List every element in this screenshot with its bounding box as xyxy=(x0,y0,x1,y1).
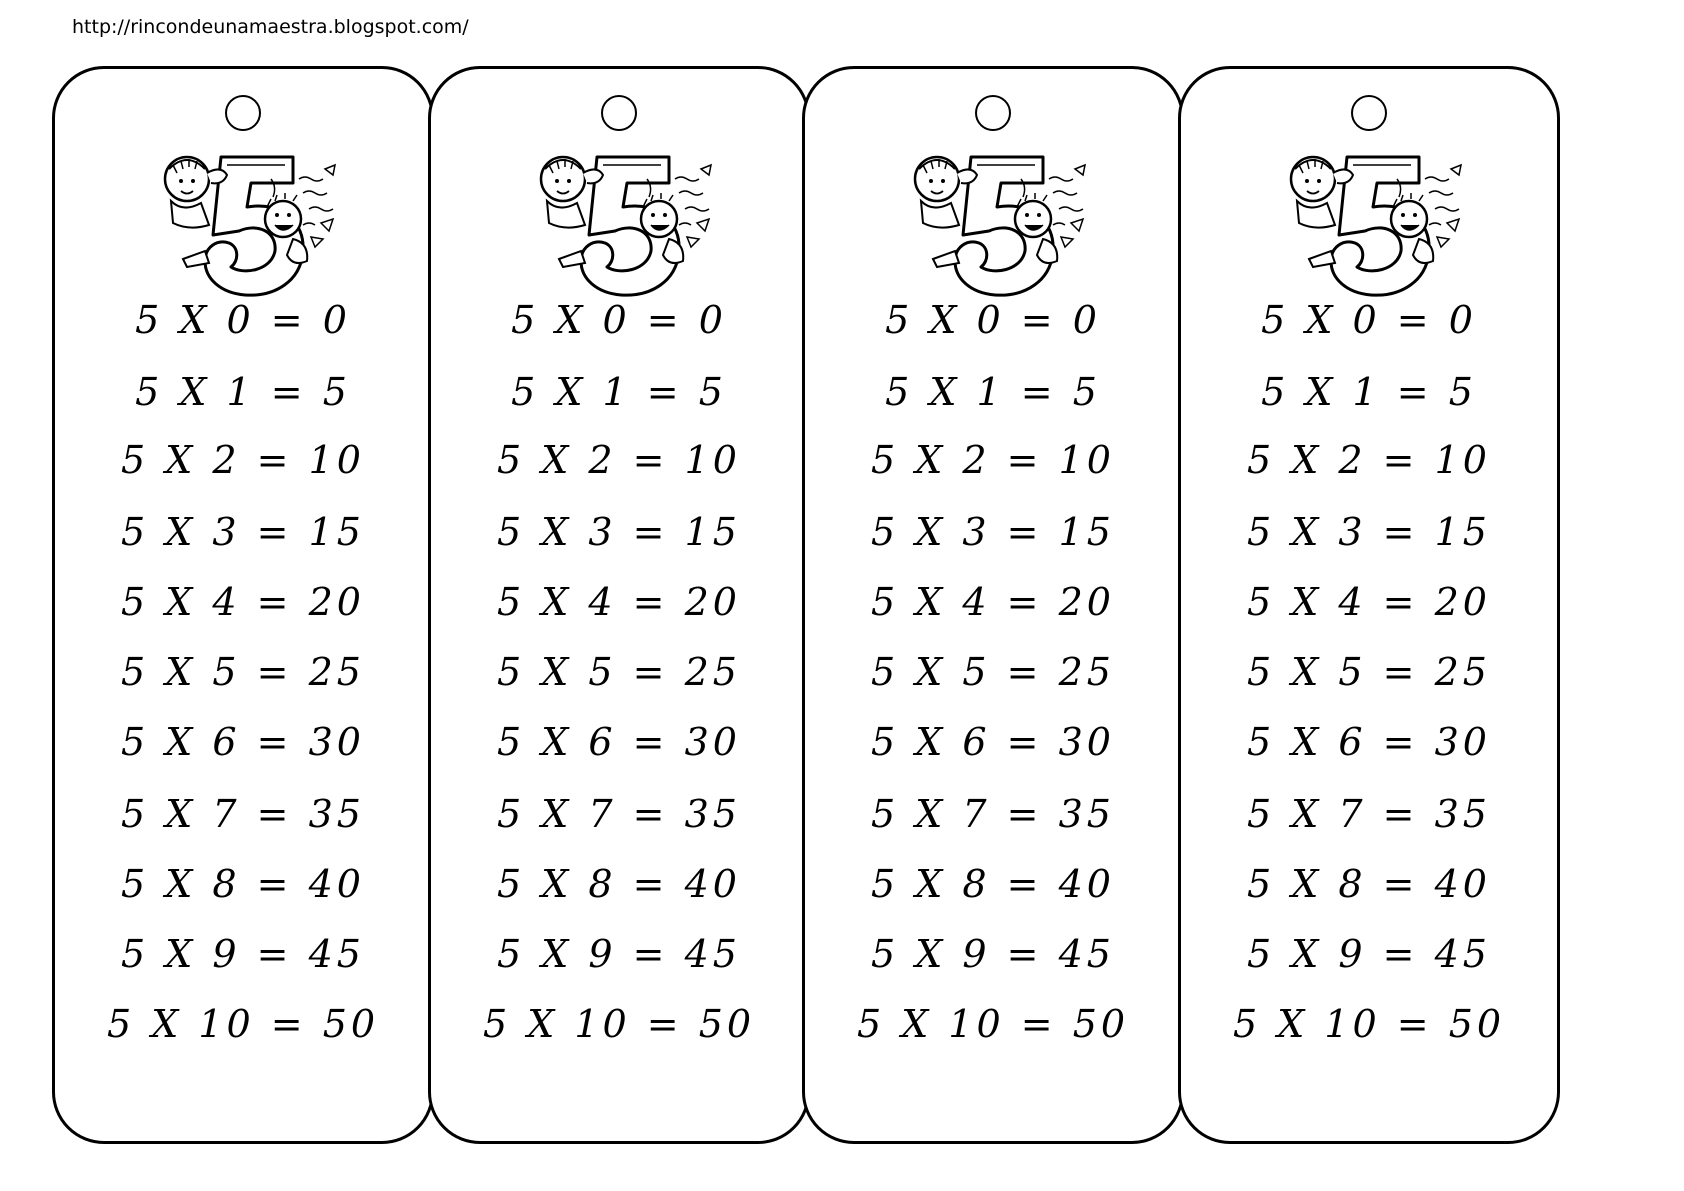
table-row: 5 X 3 = 15 xyxy=(121,510,365,554)
table-row: 5 X 2 = 10 xyxy=(1247,438,1491,482)
table-row: 5 X 2 = 10 xyxy=(121,438,365,482)
table-row: 5 X 0 = 0 xyxy=(135,298,351,342)
table-row: 5 X 9 = 45 xyxy=(1247,932,1491,976)
bookmark-card-3 xyxy=(802,66,1184,1144)
table-row: 5 X 2 = 10 xyxy=(871,438,1115,482)
number-five-kids-icon xyxy=(893,139,1093,299)
table-row: 5 X 4 = 20 xyxy=(1247,580,1491,624)
number-five-kids-icon xyxy=(143,139,343,299)
table-row: 5 X 5 = 25 xyxy=(497,650,741,694)
table-row: 5 X 10 = 50 xyxy=(106,1002,380,1046)
table-row: 5 X 4 = 20 xyxy=(121,580,365,624)
table-row: 5 X 8 = 40 xyxy=(121,862,365,906)
table-row: 5 X 0 = 0 xyxy=(885,298,1101,342)
table-row: 5 X 3 = 15 xyxy=(871,510,1115,554)
table-row: 5 X 1 = 5 xyxy=(511,370,727,414)
punch-hole xyxy=(225,95,261,131)
table-row: 5 X 7 = 35 xyxy=(871,792,1115,836)
table-row: 5 X 7 = 35 xyxy=(1247,792,1491,836)
table-row: 5 X 10 = 50 xyxy=(1232,1002,1506,1046)
punch-hole xyxy=(601,95,637,131)
table-row: 5 X 10 = 50 xyxy=(482,1002,756,1046)
bookmark-card-1 xyxy=(52,66,434,1144)
table-row: 5 X 7 = 35 xyxy=(121,792,365,836)
table-row: 5 X 8 = 40 xyxy=(497,862,741,906)
source-url: http://rincondeunamaestra.blogspot.com/ xyxy=(72,16,469,38)
table-row: 5 X 10 = 50 xyxy=(856,1002,1130,1046)
punch-hole xyxy=(1351,95,1387,131)
number-five-kids-icon xyxy=(519,139,719,299)
bookmarks-sheet xyxy=(52,66,1652,1146)
table-row: 5 X 5 = 25 xyxy=(871,650,1115,694)
table-row: 5 X 7 = 35 xyxy=(497,792,741,836)
table-row: 5 X 6 = 30 xyxy=(121,720,365,764)
table-row: 5 X 6 = 30 xyxy=(497,720,741,764)
table-row: 5 X 4 = 20 xyxy=(497,580,741,624)
bookmark-card-4 xyxy=(1178,66,1560,1144)
table-row: 5 X 1 = 5 xyxy=(1261,370,1477,414)
table-row: 5 X 2 = 10 xyxy=(497,438,741,482)
table-row: 5 X 9 = 45 xyxy=(871,932,1115,976)
table-row: 5 X 1 = 5 xyxy=(885,370,1101,414)
table-row: 5 X 3 = 15 xyxy=(497,510,741,554)
table-row: 5 X 5 = 25 xyxy=(1247,650,1491,694)
table-row: 5 X 8 = 40 xyxy=(1247,862,1491,906)
table-row: 5 X 6 = 30 xyxy=(871,720,1115,764)
table-row: 5 X 9 = 45 xyxy=(497,932,741,976)
table-row: 5 X 4 = 20 xyxy=(871,580,1115,624)
number-five-kids-icon xyxy=(1269,139,1469,299)
table-row: 5 X 3 = 15 xyxy=(1247,510,1491,554)
table-row: 5 X 5 = 25 xyxy=(121,650,365,694)
table-row: 5 X 0 = 0 xyxy=(1261,298,1477,342)
table-row: 5 X 6 = 30 xyxy=(1247,720,1491,764)
table-row: 5 X 8 = 40 xyxy=(871,862,1115,906)
bookmark-card-2 xyxy=(428,66,810,1144)
punch-hole xyxy=(975,95,1011,131)
table-row: 5 X 9 = 45 xyxy=(121,932,365,976)
table-row: 5 X 0 = 0 xyxy=(511,298,727,342)
table-row: 5 X 1 = 5 xyxy=(135,370,351,414)
